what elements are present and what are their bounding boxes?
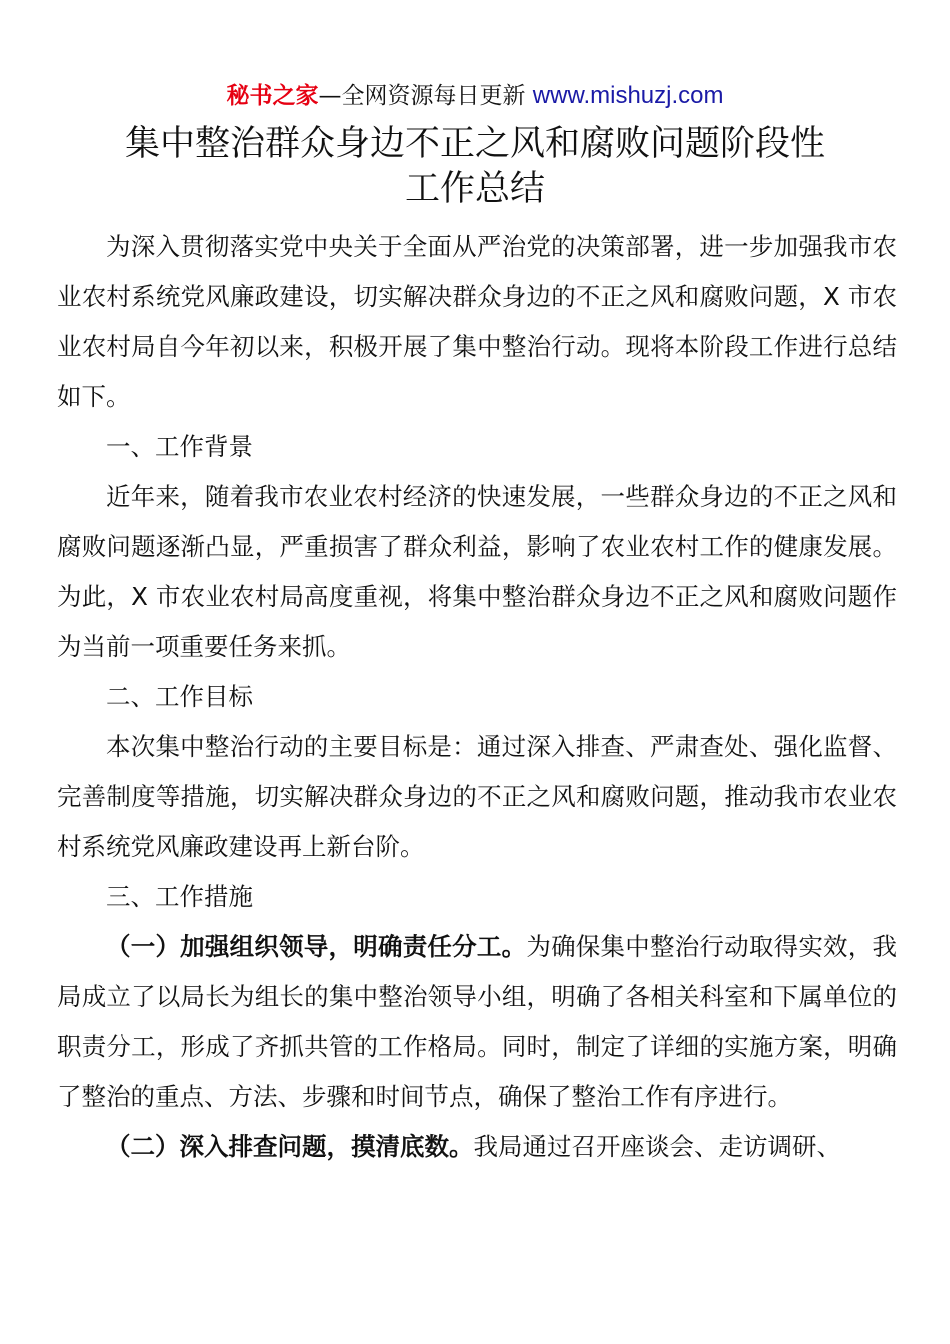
measure-1-text: 为确保集中整治行动取得实效，我局成立了以局长为组长的集中整治领导小组，明确了各相关科室和下属单位的职责分工，形成了齐抓共管的工作格局。同时，制定了详细的实施方案，明确了整治的重点、方法、步骤和时间节点，确保了整治工作有序进行。 bbox=[57, 932, 898, 1111]
site-url-link[interactable]: www.mishuzj.com bbox=[532, 82, 724, 109]
section-heading-measures: 三、工作措施 bbox=[106, 882, 253, 911]
measure-1-paragraph bbox=[57, 922, 897, 1122]
intro-paragraph: 为深入贯彻落实党中央关于全面从严治党的决策部署，进一步加强我市农业农村系统党风廉政建设，切实解决群众身边的不正之风和腐败问题，X 市农业农村局自今年初以来，积极开展了集中整治行动。现将本阶段工作进行总结如下。 bbox=[57, 232, 897, 411]
site-header bbox=[0, 80, 950, 112]
measure-2-text: 我局通过召开座谈会、走访调研、 bbox=[473, 1132, 841, 1161]
document-body bbox=[57, 222, 897, 1172]
site-tagline: —全网资源每日更新 bbox=[318, 83, 526, 109]
goals-paragraph: 本次集中整治行动的主要目标是：通过深入排查、严肃查处、强化监督、完善制度等措施，切实解决群众身边的不正之风和腐败问题，推动我市农业农村系统党风廉政建设再上新台阶。 bbox=[57, 732, 897, 861]
document-title bbox=[0, 122, 950, 212]
background-paragraph: 近年来，随着我市农业农村经济的快速发展，一些群众身边的不正之风和腐败问题逐渐凸显，严重损害了群众利益，影响了农业农村工作的健康发展。为此，X 市农业农村局高度重视，将集中整治群众身边不正之风和腐败问题作为当前一项重要任务来抓。 bbox=[57, 482, 897, 661]
title-line-1: 集中整治群众身边不正之风和腐败问题阶段性 bbox=[124, 124, 825, 164]
measure-1-lead: （一）加强组织领导，明确责任分工。 bbox=[106, 932, 527, 961]
measure-2-lead: （二）深入排查问题，摸清底数。 bbox=[106, 1132, 474, 1161]
section-heading-goals: 二、工作目标 bbox=[106, 682, 253, 711]
site-brand: 秘书之家 bbox=[226, 83, 319, 109]
title-line-2: 工作总结 bbox=[404, 169, 545, 209]
section-heading-background: 一、工作背景 bbox=[106, 432, 253, 461]
measure-2-paragraph bbox=[57, 1122, 897, 1172]
